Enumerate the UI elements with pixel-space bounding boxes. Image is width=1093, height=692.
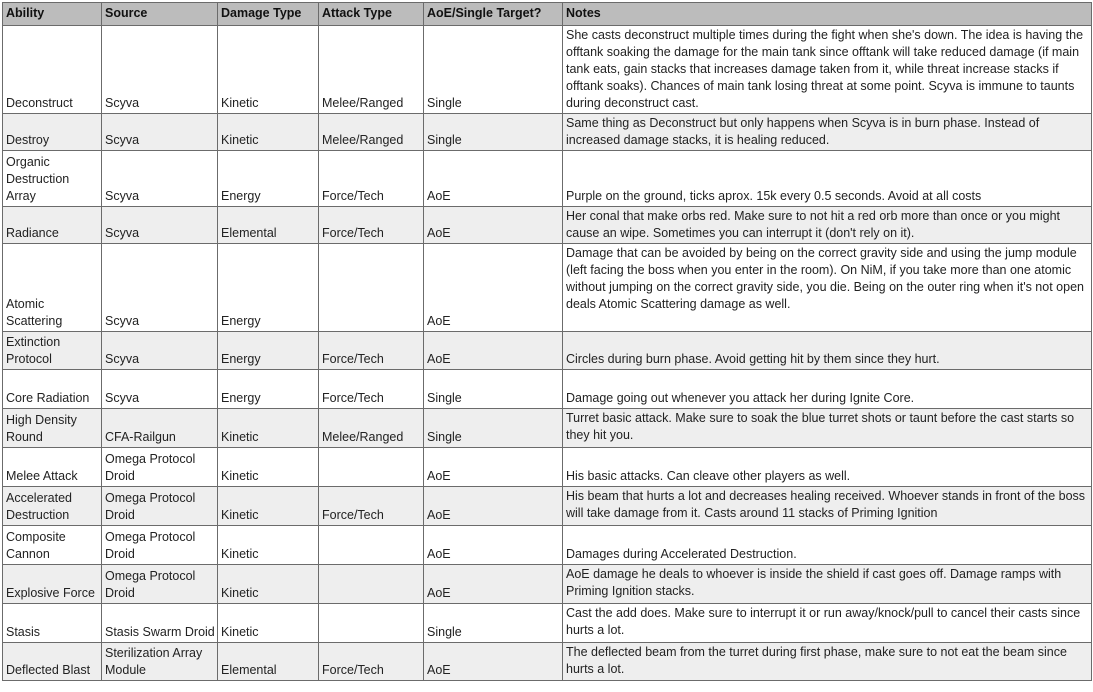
cell-target: Single	[424, 26, 563, 114]
cell-source: Stasis Swarm Droid	[102, 604, 218, 643]
cell-ability: Organic Destruction Array	[3, 151, 102, 207]
cell-ability: Accelerated Destruction	[3, 487, 102, 526]
cell-notes: Cast the add does. Make sure to interrupt it or run away/knock/pull to cancel their casts since hurts a lot.	[563, 604, 1092, 643]
cell-target: Single	[424, 114, 563, 151]
cell-notes: Damage that can be avoided by being on the correct gravity side and using the jump module (left facing the boss when you enter in the room). On NiM, if you take more than one atomic without jumping on the correct gravity side, you die. Being on the outer ring when it's not open deals Atomic Scattering damage as well.	[563, 244, 1092, 332]
cell-attack-type: Melee/Ranged	[319, 114, 424, 151]
cell-notes: Same thing as Deconstruct but only happens when Scyva is in burn phase. Instead of increased damage stacks, it is healing reduced.	[563, 114, 1092, 151]
cell-ability: Deconstruct	[3, 26, 102, 114]
table-row	[3, 604, 1092, 643]
cell-attack-type: Force/Tech	[319, 332, 424, 370]
table-row	[3, 332, 1092, 370]
cell-attack-type: Melee/Ranged	[319, 409, 424, 448]
cell-damage-type: Energy	[218, 332, 319, 370]
col-header-source: Source	[102, 3, 218, 26]
cell-source: Scyva	[102, 151, 218, 207]
cell-notes: Circles during burn phase. Avoid getting hit by them since they hurt.	[563, 332, 1092, 370]
cell-ability: Core Radiation	[3, 370, 102, 409]
cell-target: AoE	[424, 151, 563, 207]
cell-damage-type: Energy	[218, 244, 319, 332]
cell-source: Scyva	[102, 114, 218, 151]
cell-damage-type: Energy	[218, 370, 319, 409]
cell-ability: Stasis	[3, 604, 102, 643]
table-row	[3, 114, 1092, 151]
cell-notes: Purple on the ground, ticks aprox. 15k every 0.5 seconds. Avoid at all costs	[563, 151, 1092, 207]
cell-notes: Damages during Accelerated Destruction.	[563, 526, 1092, 565]
cell-damage-type: Kinetic	[218, 526, 319, 565]
cell-ability: Radiance	[3, 207, 102, 244]
cell-damage-type: Elemental	[218, 207, 319, 244]
table-row	[3, 526, 1092, 565]
cell-source: Scyva	[102, 332, 218, 370]
cell-target: Single	[424, 370, 563, 409]
cell-source: Scyva	[102, 370, 218, 409]
cell-attack-type: Melee/Ranged	[319, 26, 424, 114]
cell-damage-type: Kinetic	[218, 604, 319, 643]
cell-source: CFA-Railgun	[102, 409, 218, 448]
cell-attack-type	[319, 526, 424, 565]
cell-notes: She casts deconstruct multiple times during the fight when she's down. The idea is having the offtank soaking the damage for the main tank since offtank will take reduced damage (if main tank eats, gain stacks that increases damage taken from it, while threat increase stacks if offtank soaks). Chances of main tank losing threat at some point. Scyva is immune to taunts during deconstruct cast.	[563, 26, 1092, 114]
cell-notes: His beam that hurts a lot and decreases healing received. Whoever stands in front of the boss will take damage from it. Casts around 11 stacks of Priming Ignition	[563, 487, 1092, 526]
cell-source: Sterilization Array Module	[102, 643, 218, 681]
cell-notes: His basic attacks. Can cleave other players as well.	[563, 448, 1092, 487]
cell-target: AoE	[424, 643, 563, 681]
table-row	[3, 565, 1092, 604]
cell-notes: The deflected beam from the turret during first phase, make sure to not eat the beam since hurts a lot.	[563, 643, 1092, 681]
cell-ability: Extinction Protocol	[3, 332, 102, 370]
cell-source: Omega Protocol Droid	[102, 448, 218, 487]
table-row	[3, 151, 1092, 207]
cell-source: Scyva	[102, 207, 218, 244]
cell-ability: Deflected Blast	[3, 643, 102, 681]
table-row	[3, 487, 1092, 526]
cell-target: AoE	[424, 526, 563, 565]
cell-damage-type: Kinetic	[218, 26, 319, 114]
cell-damage-type: Kinetic	[218, 487, 319, 526]
header-row	[3, 3, 1092, 26]
cell-target: AoE	[424, 448, 563, 487]
table-row	[3, 207, 1092, 244]
cell-ability: Explosive Force	[3, 565, 102, 604]
cell-damage-type: Energy	[218, 151, 319, 207]
cell-notes: Turret basic attack. Make sure to soak the blue turret shots or taunt before the cast starts so they hit you.	[563, 409, 1092, 448]
table-row	[3, 370, 1092, 409]
table-row	[3, 643, 1092, 681]
cell-target: Single	[424, 409, 563, 448]
cell-source: Omega Protocol Droid	[102, 487, 218, 526]
cell-notes: AoE damage he deals to whoever is inside the shield if cast goes off. Damage ramps with Priming Ignition stacks.	[563, 565, 1092, 604]
cell-attack-type	[319, 448, 424, 487]
cell-source: Scyva	[102, 26, 218, 114]
cell-ability: Atomic Scattering	[3, 244, 102, 332]
cell-attack-type: Force/Tech	[319, 207, 424, 244]
col-header-damage-type: Damage Type	[218, 3, 319, 26]
cell-damage-type: Kinetic	[218, 448, 319, 487]
cell-target: AoE	[424, 487, 563, 526]
cell-target: AoE	[424, 244, 563, 332]
cell-notes: Her conal that make orbs red. Make sure to not hit a red orb more than once or you might cause an wipe. Sometimes you can interrupt it (don't rely on it).	[563, 207, 1092, 244]
col-header-notes: Notes	[563, 3, 1092, 26]
cell-target: AoE	[424, 207, 563, 244]
cell-ability: Destroy	[3, 114, 102, 151]
cell-ability: High Density Round	[3, 409, 102, 448]
cell-attack-type: Force/Tech	[319, 487, 424, 526]
cell-attack-type: Force/Tech	[319, 151, 424, 207]
cell-target: AoE	[424, 565, 563, 604]
cell-notes: Damage going out whenever you attack her during Ignite Core.	[563, 370, 1092, 409]
cell-attack-type: Force/Tech	[319, 643, 424, 681]
table-row	[3, 409, 1092, 448]
cell-damage-type: Kinetic	[218, 409, 319, 448]
cell-attack-type	[319, 565, 424, 604]
cell-source: Omega Protocol Droid	[102, 565, 218, 604]
table-row	[3, 448, 1092, 487]
cell-attack-type: Force/Tech	[319, 370, 424, 409]
cell-damage-type: Kinetic	[218, 114, 319, 151]
col-header-target: AoE/Single Target?	[424, 3, 563, 26]
cell-ability: Melee Attack	[3, 448, 102, 487]
cell-source: Scyva	[102, 244, 218, 332]
table-row	[3, 244, 1092, 332]
col-header-attack-type: Attack Type	[319, 3, 424, 26]
table-row	[3, 26, 1092, 114]
cell-target: AoE	[424, 332, 563, 370]
col-header-ability: Ability	[3, 3, 102, 26]
cell-source: Omega Protocol Droid	[102, 526, 218, 565]
cell-damage-type: Kinetic	[218, 565, 319, 604]
cell-attack-type	[319, 604, 424, 643]
cell-ability: Composite Cannon	[3, 526, 102, 565]
cell-attack-type	[319, 244, 424, 332]
cell-target: Single	[424, 604, 563, 643]
cell-damage-type: Elemental	[218, 643, 319, 681]
abilities-table	[2, 2, 1092, 681]
